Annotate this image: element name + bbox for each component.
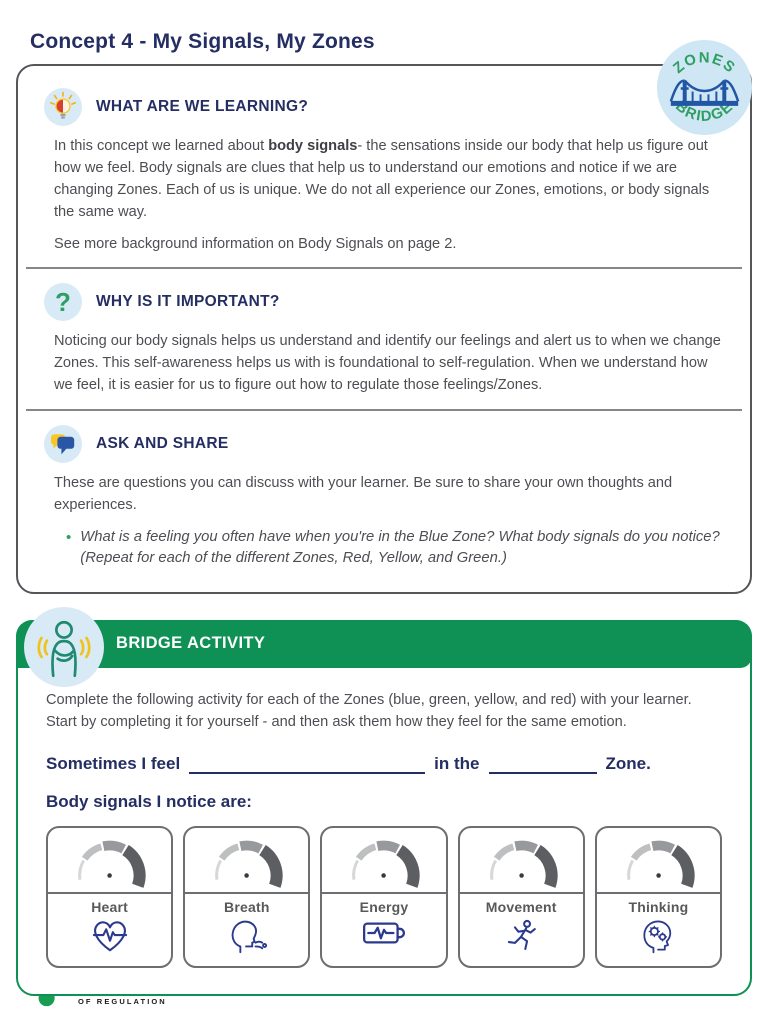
zones-bridge-badge-icon	[655, 38, 754, 137]
zones-bridge-badge	[655, 38, 754, 137]
fill-part-3: Zone.	[605, 753, 651, 773]
head-gears-icon	[638, 917, 678, 955]
breath-icon	[226, 917, 268, 955]
question-glyph: ?	[55, 287, 71, 318]
signal-label: Movement	[485, 898, 557, 915]
question-mark-icon	[44, 283, 82, 321]
learning-text-suffix: - the sensations inside our body that help us figure out how we feel. Body signals are clues that help us to understand our emotions and notice if we are changing Zones. Each of us is unique. We do not all experience our Zones, emotions, or body signals the same way.	[54, 138, 710, 220]
gauge-dial-icon	[185, 828, 308, 892]
ask-paragraph: These are questions you can discuss with your learner. Be sure to share your own thoughts and experiences.	[54, 475, 673, 514]
discussion-bullet	[66, 527, 722, 570]
page-title: Concept 4 - My Signals, My Zones	[30, 30, 375, 53]
learning-note: See more background information on Body Signals on page 2.	[54, 235, 457, 252]
section-divider	[26, 409, 742, 411]
gauge-dial-icon	[460, 828, 583, 892]
signal-card-movement	[458, 826, 585, 968]
activity-instructions: Complete the following activity for each of the Zones (blue, green, yellow, and red) with your learner. Start by completing it for yourself - and then ask them how they feel for the same emotion.	[46, 691, 692, 730]
section-ask-title: ASK AND SHARE	[96, 435, 229, 453]
signal-card-heart	[46, 826, 173, 968]
gauge-dial-icon	[597, 828, 720, 892]
signal-label: Heart	[91, 898, 128, 915]
signal-card-energy	[320, 826, 447, 968]
section-important-header	[44, 283, 724, 321]
fill-in-sentence	[46, 754, 722, 774]
signal-gauges-row	[46, 826, 722, 968]
zone-blank-line	[489, 754, 597, 774]
battery-pulse-icon	[361, 917, 407, 949]
signal-card-breath	[183, 826, 310, 968]
section-learning-header	[44, 88, 724, 126]
fill-part-1: Sometimes I feel	[46, 753, 181, 773]
bullet-marker: •	[66, 528, 72, 546]
gauge-dial-icon	[322, 828, 445, 892]
signal-card-thinking	[595, 826, 722, 968]
learning-text-prefix: In this concept we learned about	[54, 138, 269, 154]
signal-label: Breath	[224, 898, 270, 915]
learning-paragraph	[54, 136, 722, 224]
logo-subtitle: OF REGULATION	[78, 997, 167, 1007]
info-card	[16, 64, 752, 594]
learning-text-bold: body signals	[268, 138, 358, 154]
section-ask-header	[44, 425, 724, 463]
bridge-activity-card	[16, 620, 752, 996]
fill-part-2: in the	[434, 753, 480, 773]
section-divider	[26, 267, 742, 269]
body-signals-label: Body signals I notice are:	[46, 791, 252, 811]
important-paragraph: Noticing our body signals helps us understand and identify our feelings and alert us to when we change Zones. This self-awareness helps us with is foundational to self-regulation. When we understand how we feel, it is easier for us to figure out how to regulate those feelings/Zones.	[54, 333, 721, 394]
signal-label: Energy	[359, 898, 409, 915]
bullet-text: What is a feeling you often have when you're in the Blue Zone? What body signals do you notice? (Repeat for each of the different Zones, Red, Yellow, and Green.)	[80, 528, 720, 567]
lightbulb-brain-icon	[44, 88, 82, 126]
bridge-activity-banner	[16, 620, 752, 668]
badge-top-label: ZONES	[670, 50, 739, 77]
badge-bottom-label: BRIDGE	[672, 98, 737, 126]
chat-bubbles-icon	[44, 425, 82, 463]
gauge-dial-icon	[48, 828, 171, 892]
self-hug-icon	[24, 607, 104, 687]
signal-label: Thinking	[628, 898, 689, 915]
bridge-activity-title: BRIDGE ACTIVITY	[116, 634, 266, 653]
section-important-title: WHY IS IT IMPORTANT?	[96, 293, 280, 311]
activity-body	[18, 668, 750, 994]
running-icon	[502, 917, 540, 955]
heart-pulse-icon	[89, 917, 131, 955]
feeling-blank-line	[189, 754, 425, 774]
section-learning-title: WHAT ARE WE LEARNING?	[96, 98, 309, 115]
